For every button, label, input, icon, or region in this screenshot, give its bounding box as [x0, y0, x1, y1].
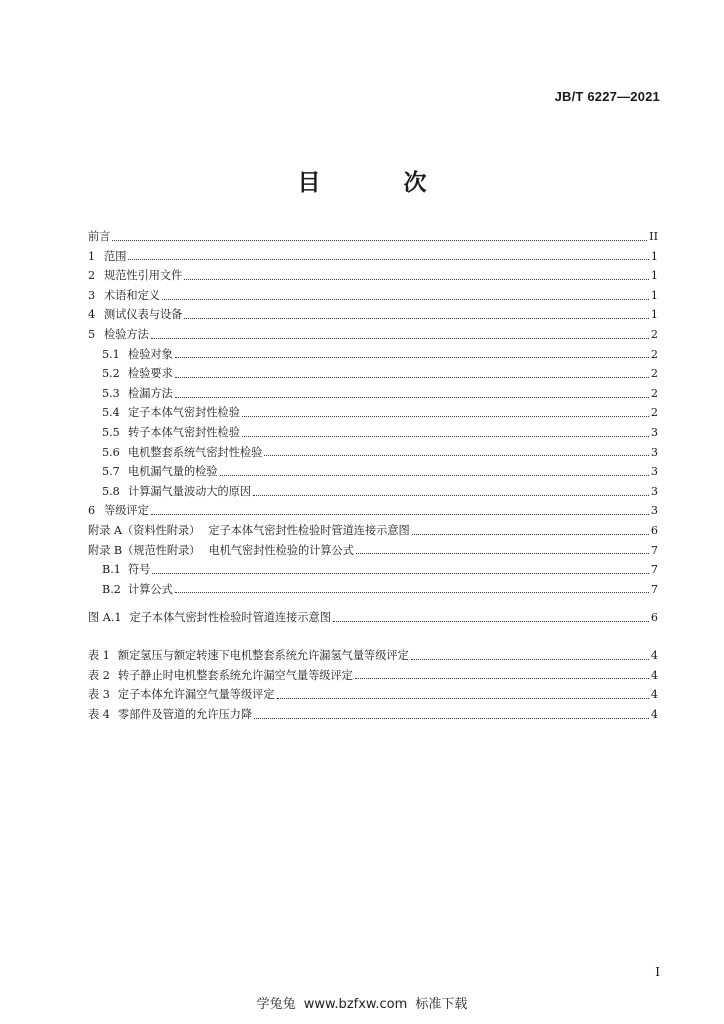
entry-page-number: 1 — [650, 288, 658, 302]
entry-label: 额定氢压与额定转速下电机整套系统允许漏氢气量等级评定 — [117, 649, 409, 662]
entry-label: 测试仪表与设备 — [104, 308, 183, 322]
entry-number: 1 — [88, 249, 96, 263]
dot-leader — [151, 337, 649, 339]
dot-leader — [175, 396, 649, 398]
entry-page-number: 2 — [650, 347, 658, 361]
entry-number: B.1 — [102, 563, 121, 577]
entry-page-number: 3 — [650, 425, 658, 439]
table-entry[interactable] — [88, 705, 658, 725]
entry-label: 电机整套系统气密封性检验 — [128, 445, 263, 459]
entry-number: 图 A.1 — [88, 611, 122, 624]
dot-leader — [254, 717, 649, 719]
entry-page-number: 6 — [650, 523, 658, 537]
dot-leader — [151, 513, 649, 515]
toc-entry[interactable] — [88, 227, 658, 247]
dot-leader — [175, 376, 649, 378]
toc-entry[interactable] — [88, 443, 658, 463]
entry-label: 范围 — [104, 249, 127, 263]
dot-leader — [175, 356, 649, 358]
entry-page-number: 3 — [650, 484, 658, 498]
entry-number: B.2 — [102, 582, 121, 596]
entry-page-number: 3 — [650, 465, 658, 479]
dot-leader — [242, 435, 649, 437]
figure-entry[interactable] — [88, 608, 658, 628]
entry-label: 转子静止时电机整套系统允许漏空气量等级评定 — [117, 668, 353, 682]
dot-leader — [152, 572, 648, 574]
dot-leader — [242, 415, 649, 417]
entry-label: 检验要求 — [128, 367, 173, 381]
toc-entry[interactable] — [88, 403, 658, 423]
toc-entry[interactable] — [88, 501, 658, 521]
entry-page-number: 4 — [650, 649, 658, 662]
dot-leader — [277, 697, 649, 699]
entry-page-number: 1 — [650, 269, 658, 283]
entry-number: 5.3 — [102, 386, 120, 400]
entry-label: 计算公式 — [128, 582, 173, 596]
entry-page-number: 7 — [650, 543, 658, 557]
entry-page-number: 4 — [650, 707, 658, 721]
toc-entry[interactable] — [88, 286, 658, 306]
entry-label: 零部件及管道的允许压力降 — [117, 707, 253, 721]
entry-label: 符号 — [128, 563, 151, 577]
entry-label: 规范性引用文件 — [104, 269, 183, 283]
entry-page-number: 1 — [650, 308, 658, 322]
toc-entry[interactable] — [88, 580, 658, 600]
footer-watermark: 学兔兔 www.bzfxw.com 标准下载 — [256, 997, 468, 1012]
toc-entry[interactable] — [88, 364, 658, 384]
entry-number: 3 — [88, 288, 96, 302]
entry-number: 5.4 — [102, 406, 120, 420]
entry-label: 定子本体气密封性检验 — [128, 406, 240, 420]
dot-leader — [333, 620, 649, 622]
entry-label: 定子本体气密封性检验时管道连接示意图 — [129, 611, 331, 624]
entry-page-number: 2 — [650, 327, 658, 341]
entry-label: 检漏方法 — [128, 386, 173, 400]
entry-page-number: 3 — [650, 504, 658, 518]
entry-label: 转子本体气密封性检验 — [128, 425, 240, 439]
entry-page-number: 3 — [650, 445, 658, 459]
toc-list — [88, 227, 658, 599]
entry-label: 术语和定义 — [104, 288, 160, 302]
entry-label: 定子本体允许漏空气量等级评定 — [117, 688, 275, 702]
table-entry[interactable] — [88, 666, 658, 686]
entry-number: 表 4 — [88, 707, 110, 721]
entry-label: 计算漏气量波动大的原因 — [128, 484, 252, 498]
entry-number: 5.8 — [102, 484, 120, 498]
dot-leader — [264, 454, 649, 456]
toc-entry[interactable] — [88, 384, 658, 404]
figure-list — [88, 608, 658, 628]
entry-number: 附录 A（资料性附录） — [88, 523, 201, 537]
entry-label: 检验方法 — [104, 327, 149, 341]
entry-page-number: 2 — [650, 406, 658, 420]
entry-number: 5.7 — [102, 465, 120, 479]
entry-number: 5.6 — [102, 445, 120, 459]
toc-entry[interactable] — [88, 482, 658, 502]
page-number: I — [655, 965, 660, 979]
toc-entry[interactable] — [88, 423, 658, 443]
entry-label: 检验对象 — [128, 347, 173, 361]
entry-page-number: 6 — [650, 611, 658, 624]
entry-page-number: 4 — [650, 688, 658, 702]
entry-label: 等级评定 — [104, 504, 149, 518]
entry-page-number: II — [649, 230, 658, 243]
entry-label: 定子本体气密封性检验时管道连接示意图 — [208, 523, 410, 537]
dot-leader — [175, 591, 649, 593]
toc-entry[interactable] — [88, 541, 658, 561]
toc-entry[interactable] — [88, 560, 658, 580]
dot-leader — [184, 278, 649, 280]
entry-label: 电机气密封性检验的计算公式 — [208, 543, 354, 557]
entry-number: 附录 B（规范性附录） — [88, 543, 201, 557]
entry-number: 表 2 — [88, 668, 110, 682]
dot-leader — [356, 552, 649, 554]
dot-leader — [220, 474, 649, 476]
entry-number: 表 3 — [88, 688, 110, 702]
entry-label: 前言 — [88, 230, 111, 243]
dot-leader — [112, 239, 647, 241]
page-title: 目 次 — [297, 170, 457, 196]
entry-page-number: 2 — [650, 386, 658, 400]
toc-entry[interactable] — [88, 345, 658, 365]
dot-leader — [253, 494, 649, 496]
table-list — [88, 646, 658, 724]
entry-page-number: 7 — [650, 563, 658, 577]
entry-number: 2 — [88, 269, 96, 283]
entry-number: 5 — [88, 327, 96, 341]
entry-number: 4 — [88, 308, 96, 322]
toc-entry[interactable] — [88, 325, 658, 345]
toc-entry[interactable] — [88, 247, 658, 267]
standard-code: JB/T 6227—2021 — [554, 89, 660, 104]
table-entry[interactable] — [88, 646, 658, 666]
toc-entry[interactable] — [88, 305, 658, 325]
entry-label: 电机漏气量的检验 — [128, 465, 218, 479]
entry-number: 5.2 — [102, 367, 120, 381]
entry-page-number: 2 — [650, 367, 658, 381]
entry-number: 6 — [88, 504, 96, 518]
dot-leader — [411, 658, 649, 660]
entry-number: 5.5 — [102, 425, 120, 439]
toc-entry[interactable] — [88, 266, 658, 286]
dot-leader — [184, 317, 649, 319]
entry-number: 5.1 — [102, 347, 120, 361]
entry-page-number: 1 — [650, 249, 658, 263]
dot-leader — [162, 298, 649, 300]
toc-entry[interactable] — [88, 521, 658, 541]
toc-entry[interactable] — [88, 462, 658, 482]
entry-page-number: 4 — [650, 668, 658, 682]
entry-page-number: 7 — [650, 582, 658, 596]
dot-leader — [412, 533, 649, 535]
dot-leader — [355, 677, 649, 679]
table-entry[interactable] — [88, 685, 658, 705]
entry-number: 表 1 — [88, 649, 110, 662]
dot-leader — [128, 258, 648, 260]
